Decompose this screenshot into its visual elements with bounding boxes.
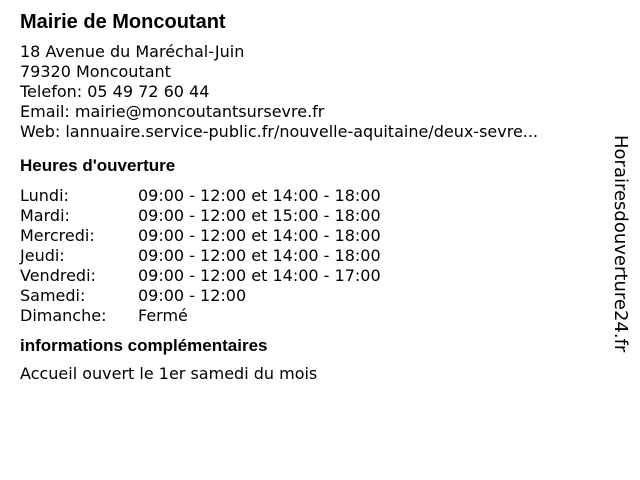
address-block xyxy=(20,42,600,142)
city-postcode: 79320 Moncoutant xyxy=(20,62,171,81)
time-value: 09:00 - 12:00 et 14:00 - 18:00 xyxy=(138,226,381,245)
time-value: 09:00 - 12:00 et 14:00 - 18:00 xyxy=(138,246,381,265)
time-value: Fermé xyxy=(138,306,188,325)
business-card xyxy=(20,10,600,384)
day-label: Jeudi: xyxy=(20,246,65,265)
hours-row-mercredi xyxy=(20,226,600,246)
street-address: 18 Avenue du Maréchal-Juin xyxy=(20,42,245,61)
time-value: 09:00 - 12:00 et 15:00 - 18:00 xyxy=(138,206,381,225)
day-label: Mercredi: xyxy=(20,226,95,245)
hours-table xyxy=(20,186,600,326)
day-label: Lundi: xyxy=(20,186,69,205)
info-heading: informations complémentaires xyxy=(20,336,268,355)
time-value: 09:00 - 12:00 et 14:00 - 18:00 xyxy=(138,186,381,205)
info-text: Accueil ouvert le 1er samedi du mois xyxy=(20,364,318,383)
hours-row-samedi xyxy=(20,286,600,306)
day-label: Vendredi: xyxy=(20,266,96,285)
day-label: Samedi: xyxy=(20,286,86,305)
web-line: Web: lannuaire.service-public.fr/nouvelle-aquitaine/deux-sevre... xyxy=(20,122,539,141)
day-label: Dimanche: xyxy=(20,306,107,325)
page-title: Mairie de Moncoutant xyxy=(20,11,226,33)
email-line: Email: mairie@moncoutantsursevre.fr xyxy=(20,102,325,121)
hours-row-jeudi xyxy=(20,246,600,266)
hours-row-vendredi xyxy=(20,266,600,286)
time-value: 09:00 - 12:00 et 14:00 - 17:00 xyxy=(138,266,381,285)
hours-row-mardi xyxy=(20,206,600,226)
brand-watermark: Horairesdouverture24.fr xyxy=(610,135,631,353)
hours-row-dimanche xyxy=(20,306,600,326)
hours-heading: Heures d'ouverture xyxy=(20,156,176,175)
phone-line: Telefon: 05 49 72 60 44 xyxy=(20,82,210,101)
time-value: 09:00 - 12:00 xyxy=(138,286,247,305)
day-label: Mardi: xyxy=(20,206,70,225)
hours-row-lundi xyxy=(20,186,600,206)
